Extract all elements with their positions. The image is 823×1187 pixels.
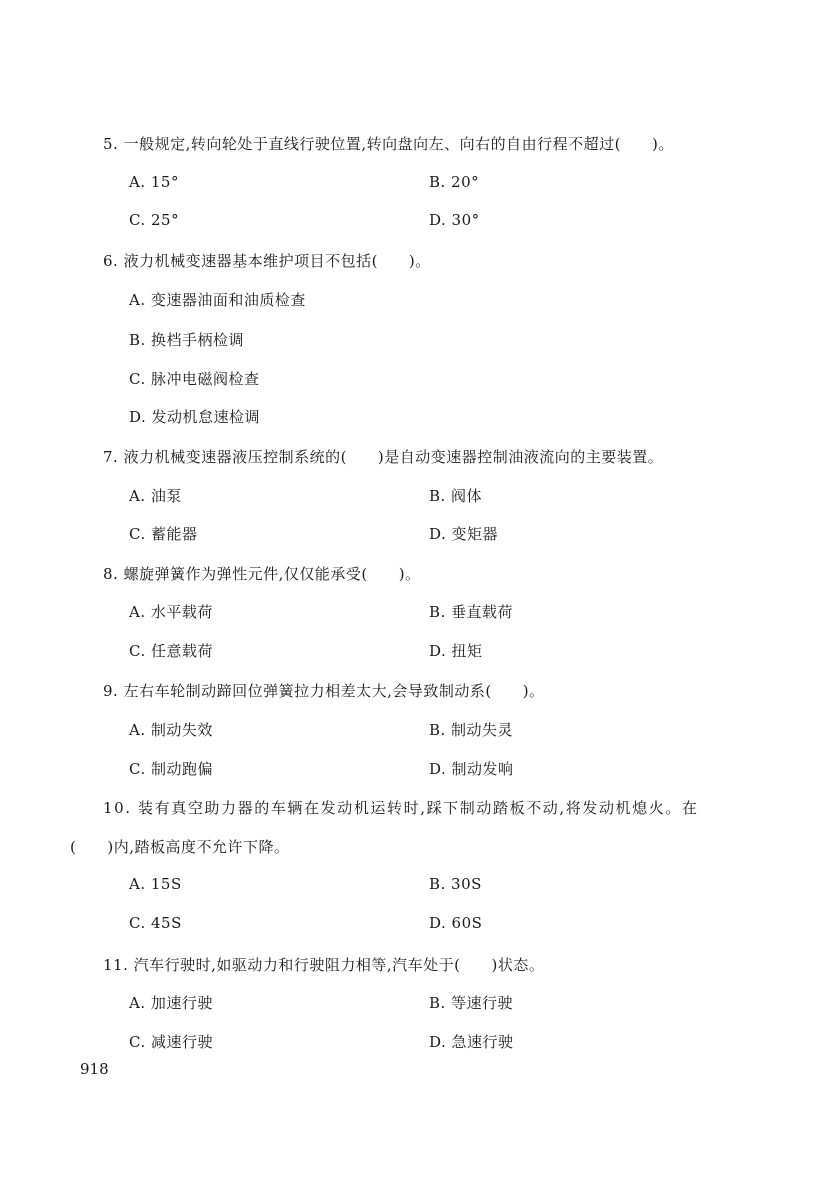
question-6-option-c: C. 脉冲电磁阀检查 bbox=[129, 370, 260, 388]
question-5-stem: 5. 一般规定,转向轮处于直线行驶位置,转向盘向左、向右的自由行程不超过( )。 bbox=[103, 135, 674, 153]
question-8-option-b: B. 垂直载荷 bbox=[429, 603, 514, 621]
question-8-stem: 8. 螺旋弹簧作为弹性元件,仅仅能承受( )。 bbox=[103, 565, 421, 583]
question-11-option-a: A. 加速行驶 bbox=[129, 994, 213, 1012]
question-11-option-b: B. 等速行驶 bbox=[429, 994, 514, 1012]
question-5-option-b: B. 20° bbox=[429, 173, 480, 191]
question-9-stem: 9. 左右车轮制动蹄回位弹簧拉力相差太大,会导致制动系( )。 bbox=[103, 682, 545, 700]
question-11-option-c: C. 减速行驶 bbox=[129, 1033, 213, 1051]
question-10-stem: 10. 装有真空助力器的车辆在发动机运转时,踩下制动踏板不动,将发动机熄火。在 bbox=[103, 799, 699, 817]
question-10-stem-continued: ( )内,踏板高度不允许下降。 bbox=[70, 838, 290, 856]
question-8-option-c: C. 任意载荷 bbox=[129, 642, 213, 660]
question-6-option-a: A. 变速器油面和油质检查 bbox=[129, 291, 306, 309]
question-7-option-a: A. 油泵 bbox=[129, 487, 182, 505]
question-9-option-c: C. 制动跑偏 bbox=[129, 760, 213, 778]
question-10-option-b: B. 30S bbox=[429, 875, 482, 893]
question-8-option-d: D. 扭矩 bbox=[429, 642, 483, 660]
question-5-option-a: A. 15° bbox=[129, 173, 179, 191]
question-7-stem: 7. 液力机械变速器液压控制系统的( )是自动变速器控制油液流向的主要装置。 bbox=[103, 448, 664, 466]
page-number: 918 bbox=[80, 1060, 109, 1078]
question-7-option-c: C. 蓄能器 bbox=[129, 525, 198, 543]
question-7-option-b: B. 阀体 bbox=[429, 487, 483, 505]
question-5-option-c: C. 25° bbox=[129, 211, 180, 229]
question-11-option-d: D. 急速行驶 bbox=[429, 1033, 514, 1051]
question-9-option-d: D. 制动发响 bbox=[429, 760, 514, 778]
question-6-stem: 6. 液力机械变速器基本维护项目不包括( )。 bbox=[103, 252, 431, 270]
question-6-option-d: D. 发动机怠速检调 bbox=[129, 408, 261, 426]
question-9-option-b: B. 制动失灵 bbox=[429, 721, 514, 739]
question-8-option-a: A. 水平载荷 bbox=[129, 603, 213, 621]
question-5-option-d: D. 30° bbox=[429, 211, 480, 229]
question-10-option-a: A. 15S bbox=[129, 875, 182, 893]
question-9-option-a: A. 制动失效 bbox=[129, 721, 213, 739]
question-10-option-d: D. 60S bbox=[429, 914, 483, 932]
question-10-option-c: C. 45S bbox=[129, 914, 182, 932]
question-11-stem: 11. 汽车行驶时,如驱动力和行驶阻力相等,汽车处于( )状态。 bbox=[103, 956, 545, 974]
question-6-option-b: B. 换档手柄检调 bbox=[129, 331, 245, 349]
question-7-option-d: D. 变矩器 bbox=[429, 525, 499, 543]
